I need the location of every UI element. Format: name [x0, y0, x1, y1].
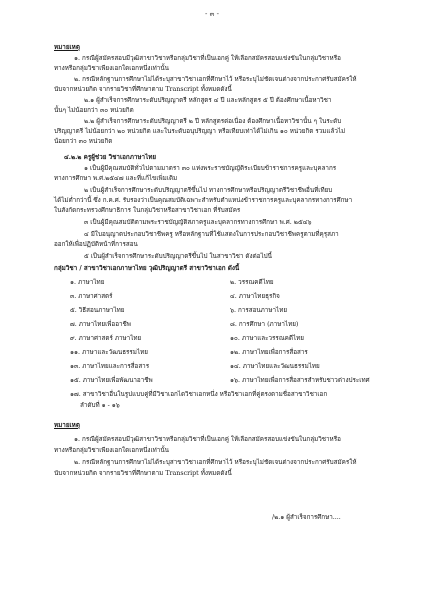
subject-item: ๗. ภาษาไทยเพื่ออาชีพ: [70, 321, 131, 328]
subject-item-continuation: ลำดับที่ ๑ - ๑๖: [80, 402, 120, 409]
subject-item: ๖. การสอนภาษาไทย: [230, 307, 288, 314]
section1-heading: หมายเหตุ: [54, 44, 80, 51]
subject-item: ๔. ภาษาไทยธุรกิจ: [230, 293, 280, 300]
section3-note1-line1: ๑. กรณีผู้สมัครสอบมีวุฒิสาขาวิชาหรือกลุ่มวิชาที่เป็นเอกคู่ ให้เลือกสมัครสอบแข่งขันในกลุ่มวิชาหรือ: [74, 436, 341, 443]
section1-note2-line2: นับจากหน่วยกิต จากรายวิชาที่ศึกษาตาม Transcript ทั้งหมดดังนี้: [54, 86, 232, 93]
subject-item: ๑๗. สาขาวิชาอื่นในรูปแบบคู่ที่มีวิชาเอกไดวิชาเอกหนึ่ง หรือวิชาเอกที่คู่ตรงตามชื่อสาขาวิชาเอก: [70, 391, 328, 398]
section3-note1-line2: ทางหรือกลุ่มวิชาเพียงเอกใดเอกหนึ่งเท่านั้น: [54, 447, 169, 454]
subject-item: ๓. ภาษาศาสตร์: [70, 293, 113, 300]
subject-item: ๑๒. ภาษาไทยเพื่อการสื่อสาร: [230, 349, 308, 356]
section1-note2-line1: ๒. กรณีหลักฐานการศึกษาไม่ได้ระบุสาขาวิชาเอกที่ศึกษาไว้ หรือระบุไม่ชัดเจนต่างจากประกาศรับสมัครให้: [74, 76, 357, 83]
subject-item: ๑๔. ภาษาไทยและวัฒนธรรมไทย: [230, 363, 320, 370]
subject-item: ๑๖. ภาษาไทยเพื่อการสื่อสารสำหรับชาวต่างประเทศ: [230, 377, 370, 384]
section1-note22-line2: ปริญญาตรี ไม่น้อยกว่า ๒๐ หน่วยกิต และในระดับอนุปริญญา หรือเทียบเท่าได้ไม่เกิน ๑๐ หน่วยกิต รวมแล้วไม่: [54, 128, 346, 135]
section3-note2-line1: ๒. กรณีหลักฐานการศึกษาไม่ได้ระบุสาขาวิชาเอกที่ศึกษาไว้ หรือระบุไม่ชัดเจนต่างจากประกาศรับสมัครให้: [74, 459, 357, 466]
subject-item: ๕. วิธีสอนภาษาไทย: [70, 307, 125, 314]
qualification-5: ๕ เป็นผู้สำเร็จการศึกษาระดับปริญญาตรีขึ้นไป ในสาขาวิชา ดังต่อไปนี้: [84, 253, 272, 260]
section1-note21-line2: นั้นๆ ไม่น้อยกว่า ๓๐ หน่วยกิต: [54, 107, 134, 114]
subject-item: ๙. ภาษาศาสตร์ ภาษาไทย: [70, 335, 142, 342]
section1-note22-line1: ๒.๒ ผู้สำเร็จการศึกษาระดับปริญญาตรี ๒ ปี หลักสูตรต่อเนื่อง ต้องศึกษาเนื้อหาวิชานั้น ๆ ในระดับ: [84, 118, 342, 125]
section1-note21-line1: ๒.๑ ผู้สำเร็จการศึกษาระดับปริญญาตรี หลักสูตร ๔ ปี และหลักสูตร ๕ ปี ต้องศึกษาเนื้อหาวิชา: [84, 97, 332, 104]
qualification-2-line1: ๒ เป็นผู้สำเร็จการศึกษาระดับปริญญาตรีขึ้นไป ทางการศึกษาหรือปริญญาตรีวิชาชีพอื่นที่เทียบ: [84, 187, 333, 194]
subject-item: ๑๐. ภาษาและวรรณคดีไทย: [230, 335, 304, 342]
subject-item: ๘. การศึกษา (ภาษาไทย): [230, 321, 299, 328]
subject-list-heading: กลุ่มวิชา / สาขาวิชาเอกภาษาไทย วุฒิปริญญาตรี สาขาวิชาเอก ดังนี้: [54, 265, 240, 272]
section3-heading: หมายเหตุ: [54, 422, 80, 429]
qualification-1-line2: ทางการศึกษา พ.ศ.๒๕๔๗ และที่แก้ไขเพิ่มเติม: [54, 175, 178, 182]
section1-note22-line3: น้อยกว่า ๓๐ หน่วยกิต: [54, 138, 113, 145]
qualification-4-line1: ๔ มีใบอนุญาตประกอบวิชาชีพครู หรือหลักฐานที่ใช้แสดงในการประกอบวิชาชีพครูตามที่คุรุสภา: [84, 231, 339, 238]
continuation-marker: /๒.๑ ผู้สำเร็จการศึกษา....: [272, 514, 341, 521]
qualification-1-line1: ๑ เป็นผู้มีคุณสมบัติทั่วไปตามมาตรา ๓๐ แห่งพระราชบัญญัติระเบียบข้าราชการครูและบุคลากร: [84, 165, 337, 172]
subject-item: ๒. วรรณคดีไทย: [230, 279, 274, 286]
section1-note1-line2: ทางหรือกลุ่มวิชาเพียงเอกใดเอกหนึ่งเท่านั้น: [54, 65, 169, 72]
page-number: - ๓ -: [205, 10, 219, 18]
qualification-3: ๓ เป็นผู้มีคุณสมบัติตามพระราชบัญญัติสภาครูและบุคลากรทางการศึกษา พ.ศ. ๒๕๔๖: [84, 219, 312, 226]
section1-note1-line1: ๑. กรณีผู้สมัครสอบมีวุฒิสาขาวิชาหรือกลุ่มวิชาที่เป็นเอกคู่ ให้เลือกสมัครสอบแข่งขันในกลุ่มวิชาหรือ: [74, 55, 341, 62]
subject-item: ๑๓. ภาษาไทยและการสื่อสาร: [70, 363, 150, 370]
section2-heading: ๔.๒.๒ ครูผู้ช่วย วิชาเอกภาษาไทย: [64, 154, 157, 161]
subject-item: ๑๑. ภาษาและวัฒนธรรมไทย: [70, 349, 148, 356]
qualification-4-line2: ออกให้เพื่อปฏิบัติหน้าที่การสอน: [54, 241, 138, 248]
qualification-2-line2: ได้ไม่ต่ำกว่านี้ ซึ่ง ก.ค.ศ. รับรองว่าเป็นคุณสมบัติเฉพาะสำหรับตำแหน่งข้าราชการครูและบุคลากรทางการศึกษา: [54, 197, 353, 204]
subject-item: ๑๕. ภาษาไทยเพื่อพัฒนาอาชีพ: [70, 377, 153, 384]
qualification-2-line3: ในสังกัดกระทรวงศึกษาธิการ ในกลุ่มวิชาหรือสาขาวิชาเอก ที่รับสมัคร: [54, 207, 241, 214]
section3-note2-line2: นับจากหน่วยกิต จากรายวิชาที่ศึกษาตาม Transcript ทั้งหมดดังนี้: [54, 470, 232, 477]
subject-item: ๑. ภาษาไทย: [70, 279, 105, 286]
